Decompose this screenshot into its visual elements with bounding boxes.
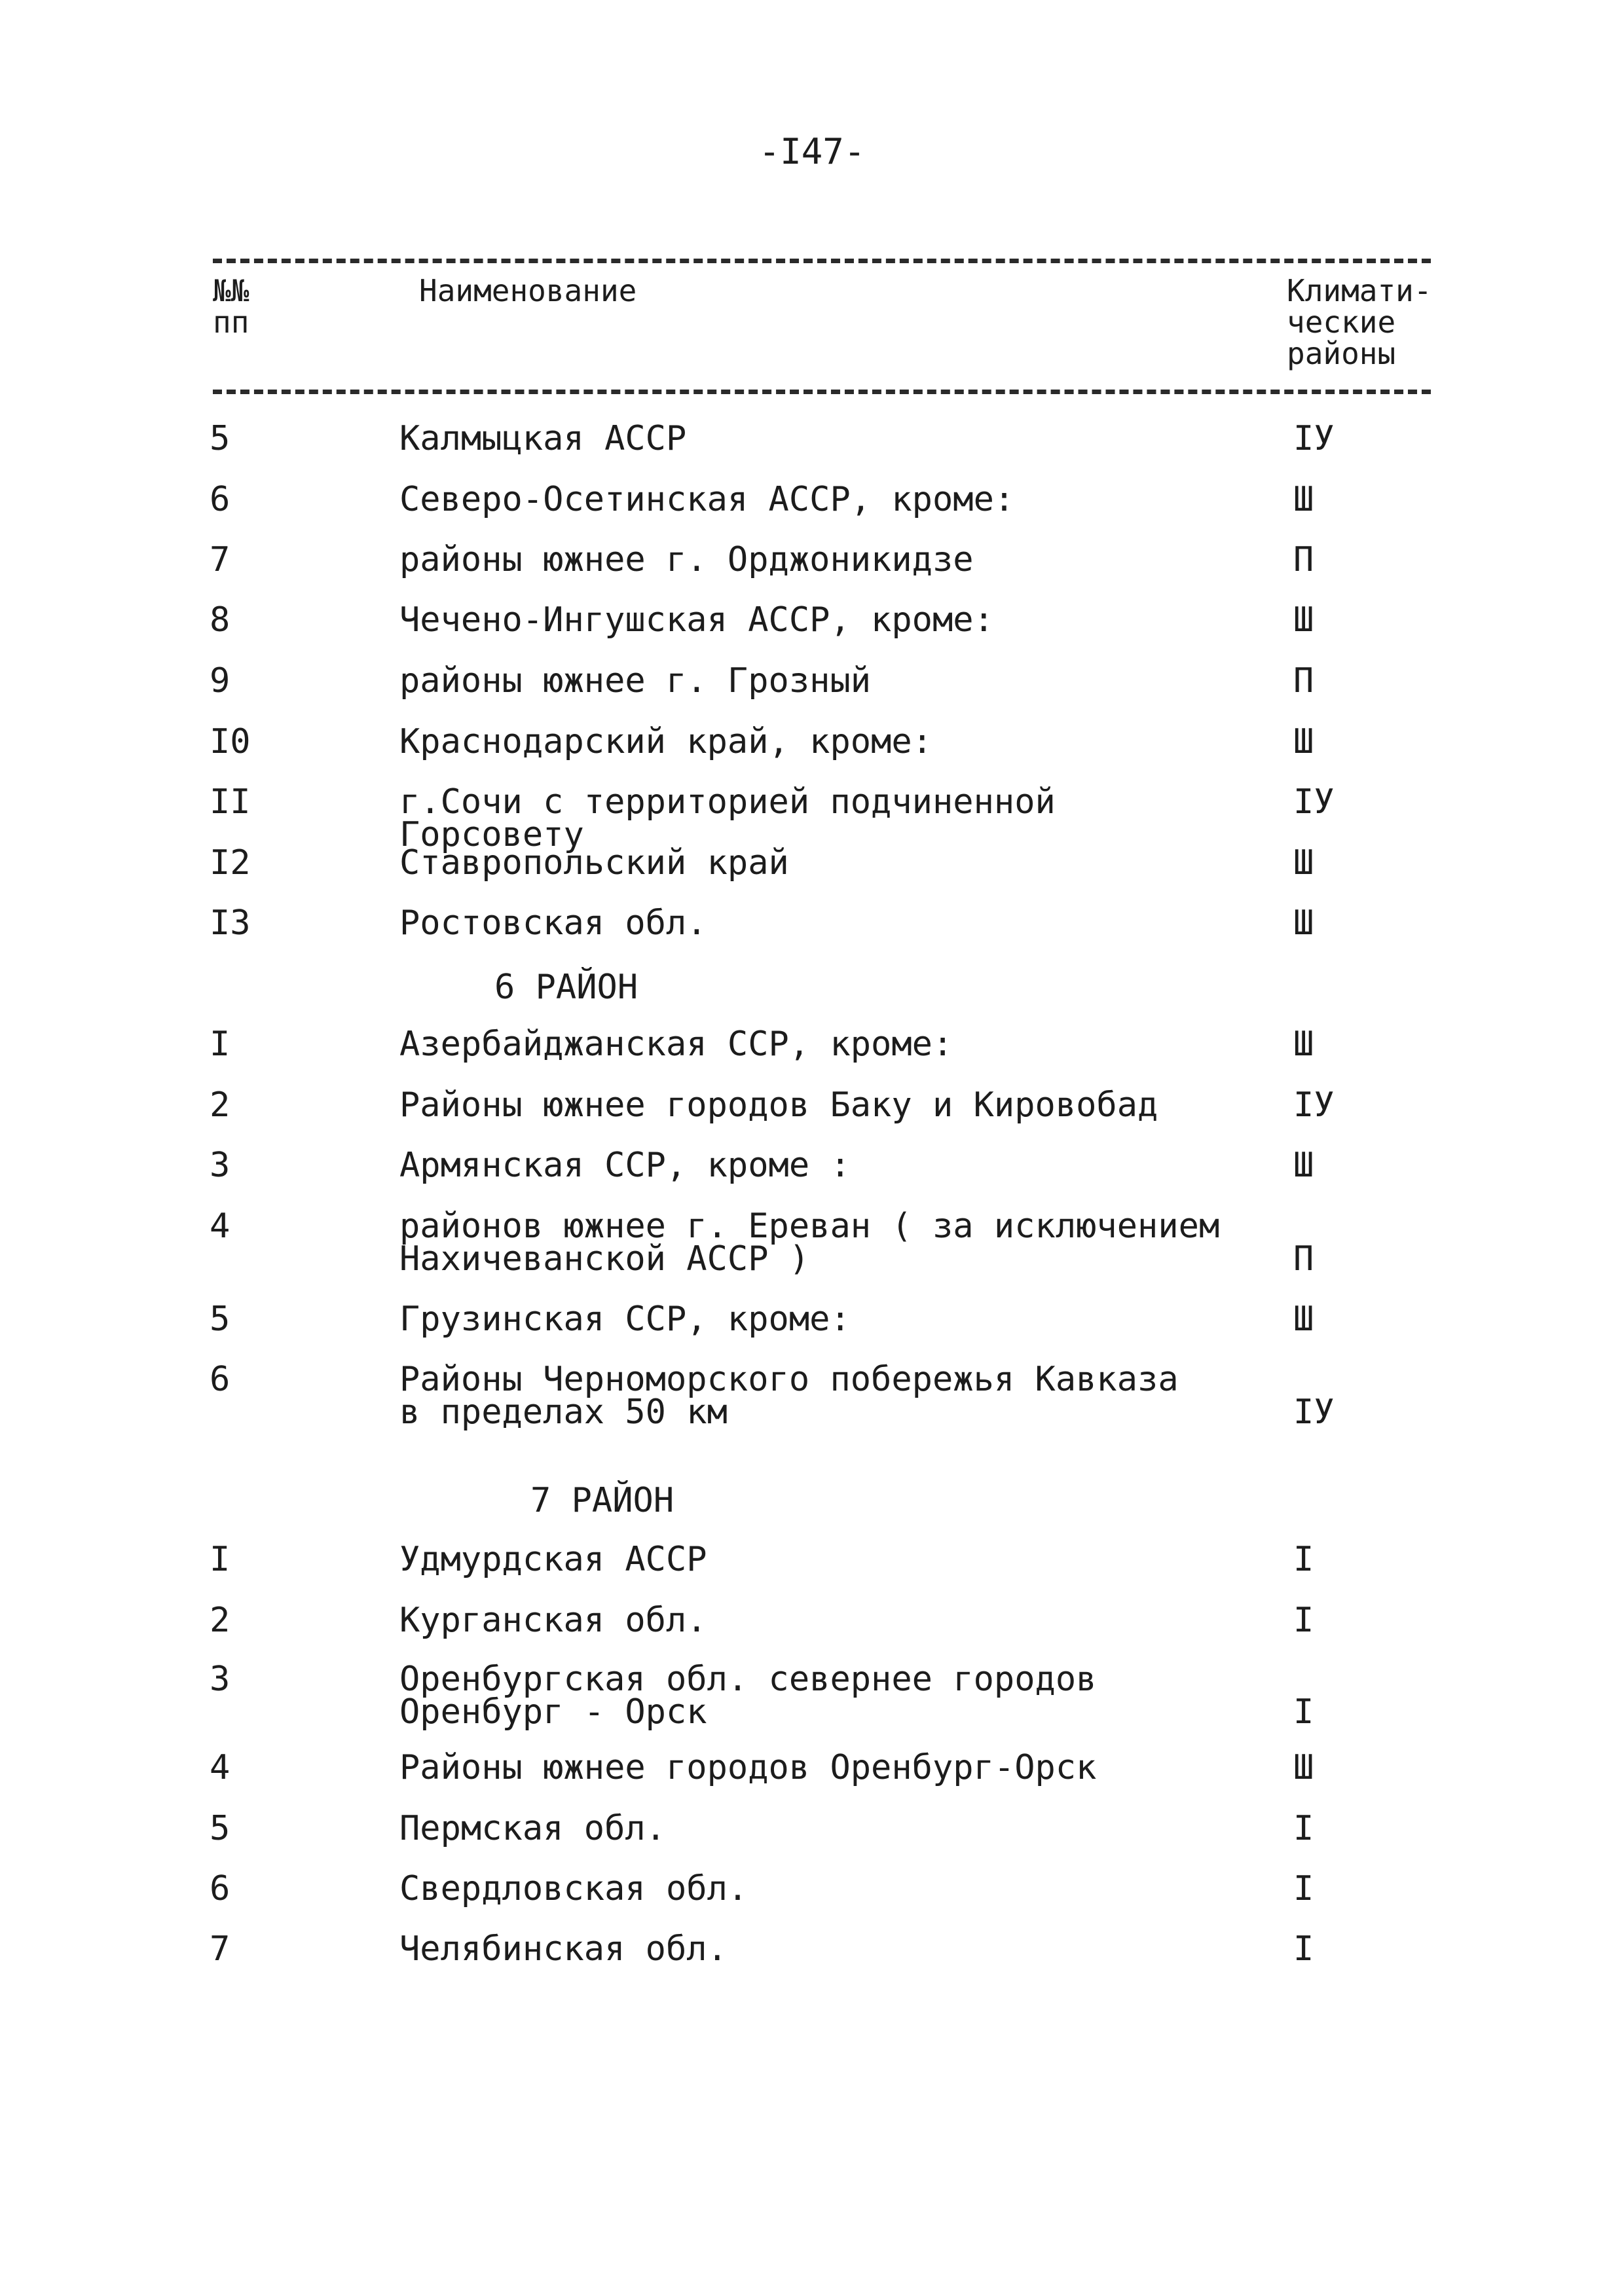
row-number: 8 xyxy=(210,600,231,640)
row-number: I3 xyxy=(210,903,251,943)
row-climate-district: Ш xyxy=(1293,600,1314,640)
header-climate-column: Климати- ческие районы xyxy=(1287,273,1432,371)
row-name: Грузинская ССР, кроме: xyxy=(399,1300,851,1339)
row-number: 5 xyxy=(210,1809,231,1848)
row-number: I xyxy=(210,1025,231,1064)
row-name: Челябинская обл. xyxy=(399,1929,728,1969)
row-climate-district: IУ xyxy=(1293,1393,1335,1432)
row-number: 6 xyxy=(210,1360,231,1399)
row-climate-district: IУ xyxy=(1293,782,1335,822)
row-climate-district: I xyxy=(1293,1809,1314,1848)
row-name: Армянская ССР, кроме : xyxy=(399,1146,851,1185)
row-name: Азербайджанская ССР, кроме: xyxy=(399,1025,953,1064)
row-climate-district: Ш xyxy=(1293,1300,1314,1339)
row-climate-district: Ш xyxy=(1293,722,1314,761)
row-name: Оренбургская обл. севернее городов Оренбург - Орск xyxy=(399,1660,1097,1732)
row-climate-district: IУ xyxy=(1293,1085,1335,1125)
row-name: Калмыцкая АССР xyxy=(399,419,687,458)
row-name: Северо-Осетинская АССР, кроме: xyxy=(399,480,1015,519)
row-number: 6 xyxy=(210,480,231,519)
row-name: Районы Черноморского побережья Кавказа в пределах 50 км xyxy=(399,1360,1179,1432)
row-name: районов южнее г. Ереван ( за исключением Нахичеванской АССР ) xyxy=(399,1207,1220,1279)
row-climate-district: Ш xyxy=(1293,903,1314,943)
row-number: 3 xyxy=(210,1660,231,1699)
row-number: 2 xyxy=(210,1085,231,1125)
row-climate-district: I xyxy=(1293,1869,1314,1908)
row-number: I0 xyxy=(210,722,251,761)
row-climate-district: I xyxy=(1293,1692,1314,1732)
row-climate-district: I xyxy=(1293,1601,1314,1640)
row-number: 9 xyxy=(210,661,231,701)
row-name: Ростовская обл. xyxy=(399,903,707,943)
row-number: 5 xyxy=(210,1300,231,1339)
row-climate-district: П xyxy=(1293,1239,1314,1279)
row-number: 3 xyxy=(210,1146,231,1185)
row-climate-district: Ш xyxy=(1293,1146,1314,1185)
row-number: I xyxy=(210,1540,231,1579)
section-heading-district-6: 6 РАЙОН xyxy=(494,968,638,1007)
page-number: -I47- xyxy=(758,131,866,172)
row-climate-district: Ш xyxy=(1293,1025,1314,1064)
row-climate-district: Ш xyxy=(1293,480,1314,519)
row-name: районы южнее г. Орджоникидзе xyxy=(399,540,974,579)
row-number: 2 xyxy=(210,1601,231,1640)
row-number: 7 xyxy=(210,1929,231,1969)
section-heading-district-7: 7 РАЙОН xyxy=(530,1481,674,1520)
header-number-column: №№ пп xyxy=(213,273,249,340)
row-name: Ставропольский край xyxy=(399,843,789,883)
row-name: Пермская обл. xyxy=(399,1809,666,1848)
row-climate-district: I xyxy=(1293,1540,1314,1579)
row-number: 6 xyxy=(210,1869,231,1908)
row-climate-district: I xyxy=(1293,1929,1314,1969)
row-climate-district: IУ xyxy=(1293,419,1335,458)
row-number: 4 xyxy=(210,1207,231,1246)
row-name: Чечено-Ингушская АССР, кроме: xyxy=(399,600,994,640)
row-name: Удмурдская АССР xyxy=(399,1540,707,1579)
row-number: 7 xyxy=(210,540,231,579)
row-name: г.Сочи с территорией подчиненной Горсовету xyxy=(399,782,1056,854)
row-name: Курганская обл. xyxy=(399,1601,707,1640)
row-name: Районы южнее городов Оренбург-Орск xyxy=(399,1748,1097,1787)
row-name: Свердловская обл. xyxy=(399,1869,748,1908)
row-climate-district: П xyxy=(1293,540,1314,579)
row-number: 4 xyxy=(210,1748,231,1787)
row-name: Краснодарский край, кроме: xyxy=(399,722,932,761)
row-name: районы южнее г. Грозный xyxy=(399,661,872,701)
row-climate-district: Ш xyxy=(1293,843,1314,883)
row-number: I2 xyxy=(210,843,251,883)
row-number: 5 xyxy=(210,419,231,458)
row-climate-district: П xyxy=(1293,661,1314,701)
row-climate-district: Ш xyxy=(1293,1748,1314,1787)
row-name: Районы южнее городов Баку и Кировобад xyxy=(399,1085,1158,1125)
row-number: II xyxy=(210,782,251,822)
header-name-column: Наименование xyxy=(419,273,637,308)
